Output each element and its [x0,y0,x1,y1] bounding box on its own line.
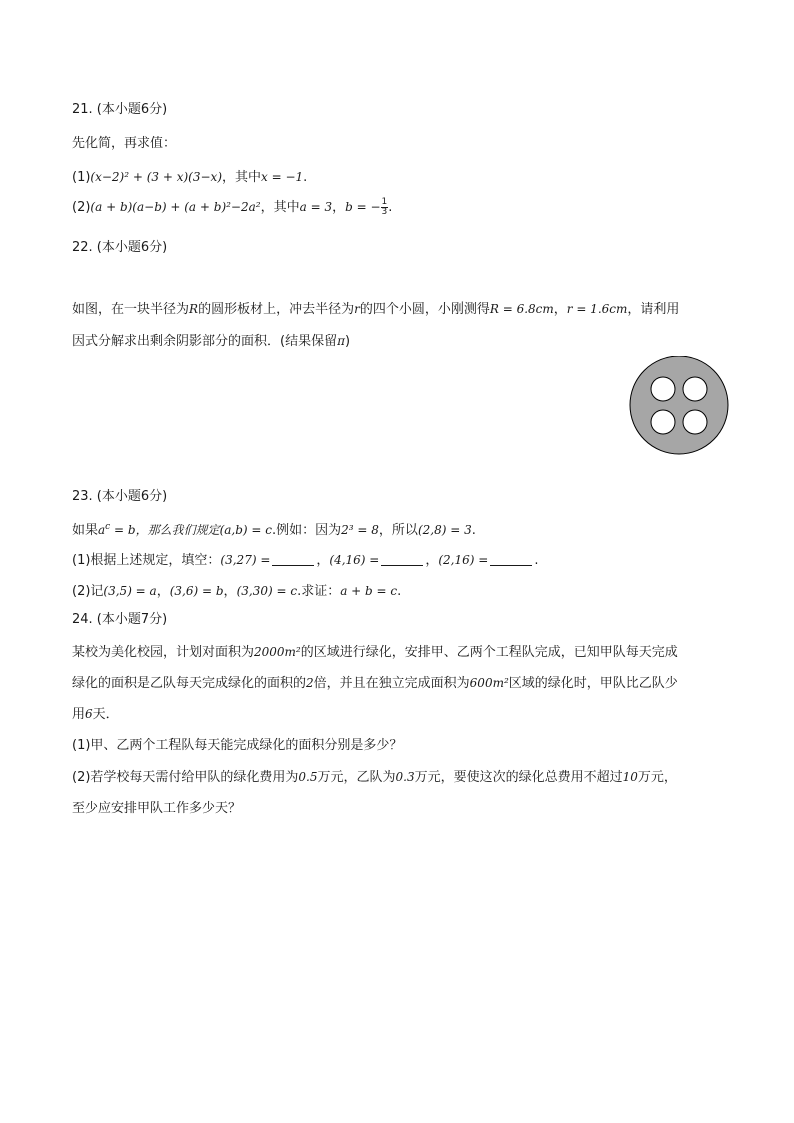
q23-example-result: (2,8) = 3 [417,523,472,537]
q21-p1-value: x = −1 [261,170,304,184]
q24-text-b: 的区域进行绿化，安排甲、乙两个工程队完成，已知甲队每天完成 [300,645,678,660]
q24-p2-text-c: 万元，要使这次的绿化总费用不超过 [414,770,623,785]
large-disk [630,356,728,454]
q23-p1-sep2: ， [425,553,439,568]
small-hole-top-right [683,377,707,401]
q23-p1-sep1: ， [316,553,330,568]
q22-R: R [189,302,199,316]
q23-exponent: c [105,522,111,532]
q23-p1-end: . [534,553,539,568]
q22-pi: π [337,334,345,348]
q24-cost3: 10 [622,770,638,784]
q22-r-value: r = 1.6cm [566,302,628,316]
small-hole-bottom-right [683,410,707,434]
q21-p2-cond: ，其中 [260,200,300,215]
q21-instruction: 先化简，再求值： [72,136,177,151]
answer-blank-2[interactable] [381,565,423,566]
q24-cost2: 0.3 [395,770,415,784]
q23-p2-c: (3,30) = c [236,584,298,598]
q22-text-c: 的四个小圆，小刚测得 [359,302,490,317]
q22-header: 22. (本小题6分) [72,240,168,255]
q24-line1 [72,643,678,662]
fraction-numerator: 1 [381,197,388,207]
q22-line1 [72,300,679,319]
q23-rule: (a,b) = c [219,523,273,537]
q23-p2-proof: a + b = c [340,584,398,598]
q21-p1-label: (1) [72,170,91,185]
q23-definition [72,518,476,540]
q24-text-g: 天． [92,707,119,722]
q24-times: 2 [306,676,314,690]
q23-part1 [72,551,538,570]
q21-p2-v1: a = 3 [299,200,333,214]
q21-p1-end: . [303,170,308,185]
q23-p2-end: . [397,584,402,599]
q22-text-a: 如图，在一块半径为 [72,302,190,317]
q21-p2-v2: b = − [345,200,381,214]
q22-comma: ， [553,302,567,317]
q21-header: 21. (本小题6分) [72,102,168,117]
q24-text-a: 某校为美化校园，计划对面积为 [72,645,255,660]
q21-p1-expr: (x−2)² + (3 + x)(3−x) [90,170,223,184]
q24-part2-cont: 至少应安排甲队工作多少天？ [72,801,242,816]
q23-header: 23. (本小题6分) [72,489,168,504]
q24-days: 6 [85,707,93,721]
q24-part1: (1)甲、乙两个工程队每天能完成绿化的面积分别是多少？ [72,738,403,753]
q24-cost1: 0.5 [298,770,318,784]
q23-text-example: .例如：因为 [272,523,342,538]
q23-text-eq: = b，那么我们规定 [110,523,220,537]
q24-header: 24. (本小题7分) [72,612,168,627]
answer-blank-1[interactable] [272,565,314,566]
q21-p2-expr: (a + b)(a−b) + (a + b)²−2a² [90,200,261,214]
q23-p2-prove: .求证： [297,584,341,599]
q21-p2-sep: ， [332,200,346,215]
q22-r: r [354,302,360,316]
q21-p2-label: (2) [72,200,91,215]
q21-p1-cond: ，其中 [222,170,262,185]
q23-text-if: 如果 [72,523,99,538]
q23-p2-sep1: ， [156,584,170,599]
q23-p2-a: (3,5) = a [103,584,157,598]
perforated-disk-figure [627,356,731,460]
q21-part1 [72,168,307,187]
q24-area1: 2000m² [254,645,301,659]
q22-line2 [72,332,350,351]
q24-p2-text-d: 万元， [637,770,677,785]
q22-text-b: 的圆形板材上，冲去半径为 [198,302,355,317]
q24-text-f: 用 [72,707,86,722]
q23-text-so: ，所以 [378,523,418,538]
q22-text-e: 因式分解求出剩余阴影部分的面积．(结果保留 [72,334,338,349]
q23-p1-c: (2,16) = [438,553,489,567]
answer-blank-3[interactable] [490,565,532,566]
q23-end: . [471,523,476,538]
small-hole-top-left [651,377,675,401]
q23-p1-b: (4,16) = [329,553,380,567]
q23-part2 [72,582,401,601]
q23-p2-sep2: ， [223,584,237,599]
q23-base: a [98,523,106,537]
q21-part2 [72,198,392,217]
q24-text-d: 倍，并且在独立完成面积为 [313,676,470,691]
q24-part2 [72,768,677,787]
q22-text-d: ，请利用 [627,302,680,317]
q21-p2-end: . [388,200,393,215]
q24-line3 [72,705,119,724]
q23-p2-b: (3,6) = b [169,584,224,598]
q24-text-e: 区域的绿化时，甲队比乙队少 [508,676,678,691]
q23-p2-label: (2)记 [72,584,104,599]
small-hole-bottom-left [651,410,675,434]
q23-p1-a: (3,27) = [220,553,271,567]
q24-p2-text-b: 万元，乙队为 [317,770,396,785]
q24-text-c: 绿化的面积是乙队每天完成绿化的面积的 [72,676,307,691]
q22-R-value: R = 6.8cm [489,302,554,316]
q23-p1-label: (1)根据上述规定，填空： [72,553,221,568]
q22-text-f: ) [344,334,351,349]
q23-example-power: 2³ = 8 [341,523,379,537]
q24-area2: 600m² [469,676,509,690]
q24-line2 [72,674,678,693]
q24-p2-text-a: (2)若学校每天需付给甲队的绿化费用为 [72,770,299,785]
fraction-denominator: 3 [381,207,388,217]
